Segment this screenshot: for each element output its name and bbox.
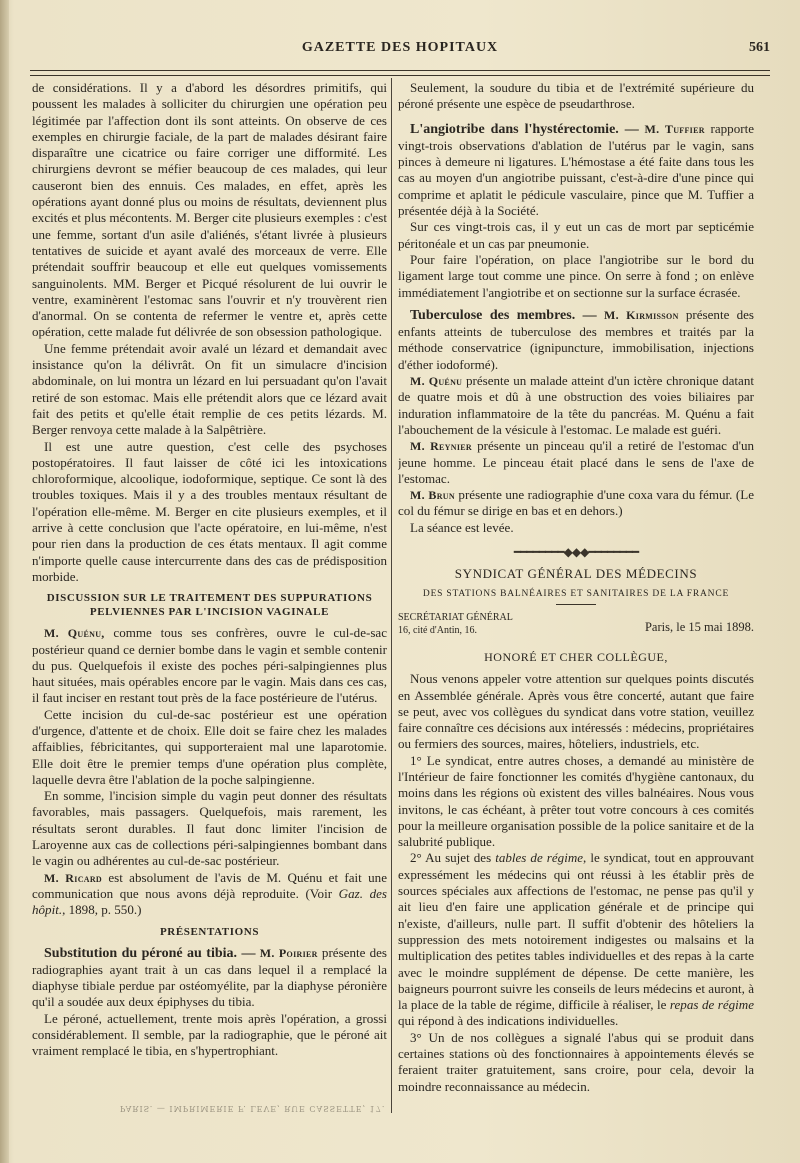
paragraph-text: présente un pinceau qu'il a retiré de l'estomac d'un jeune homme. Le pinceau était placé dans le sens de l'axe de l'estomac. (398, 438, 754, 486)
page-number: 561 (749, 40, 770, 55)
secretariat-address (398, 611, 513, 637)
paragraph (398, 307, 754, 373)
paragraph (398, 373, 754, 438)
speaker-name: M. Quénu (410, 374, 463, 389)
paragraph-text: qui répond à des indications individuelles. (398, 1013, 619, 1029)
paragraph-text: , 1898, p. 550.) (62, 902, 142, 918)
paragraph: Le péroné, actuellement, trente mois après l'opération, a grossi considérablement. Il semble, par la radiographie, que le péroné ait vraiment remplacé le tibia, en s'hypertrophiant. (32, 1010, 387, 1059)
speaker-name: M. Brun (410, 488, 455, 503)
paragraph: Il est une autre question, c'est celle des psychoses postopératoires. Il faut laisser de côté ici les intoxications chloroformique, alcoolique, iodoformique, septique. Ce sont là des troubles toxiques. Mais il y a des troubles mentaux résultant de l'opération elle-même. M. Berger en cite plusieurs exemples, et il arrive à cette conclusion que l'acte opératoire, en lui-même, n'est pour rien dans la production de ces états mentaux. Il agit comme n'importe quelle cause intercurrente dans des cas de prédisposition morbide. (32, 438, 387, 584)
paragraph: Une femme prétendait avoir avalé un lézard et demandait avec insistance qu'on la délivrât. On fit un simulacre d'incision abdominale, on lui montra un lézard en lui persuadant qu'on l'avait retiré de son estomac. Mais elle prétendit alors que ce lézard avait fait des petits et qu'elle était remplie de ces petits lézards. M. Berger renvoya cette malade à la Salpêtrière. (32, 340, 387, 438)
syndicate-title: SYNDICAT GÉNÉRAL DES MÉDECINS (454, 566, 698, 582)
syndicate-subtitle: DES STATIONS BALNÉAIRES ET SANITAIRES DE LA FRANCE (422, 588, 730, 599)
subheading: L'angiotribe dans l'hystérectomie. — (410, 121, 639, 137)
printer-footer: PARIS. — IMPRIMERIE F. LEVÉ, RUE CASSETTE, 17. (120, 1104, 386, 1113)
page-binding-edge (0, 0, 9, 1163)
journal-title: GAZETTE DES HOPITAUX (301, 40, 499, 55)
right-column (398, 80, 754, 1112)
paragraph-text: , le syndicat, tout en approuvant expressément les médecins qui ont réussi à les établir près de sources spéciales aux affections de l'estomac, ne pense pas qu'il y ait lieu d'en faire une application générale et de principe qui n'existe, d'ailleurs, nulle part. Il suffit d'obtenir des hôteliers la suppression des mets notoirement indigestes ou malsains et la multiplication des petites tables individuelles et des repas à la carte avec le moindre supplément de dépense. De cette manière, les baigneurs pourront suivre les conseils de leurs médecins et auront, à la place de la table de régime, difficile à réaliser, le (398, 850, 754, 1013)
paragraph-text: comme tous ses confrères, ouvre le cul-de-sac postérieur quand ce dernier bombe dans le vagin et semble contenir du pus. Quelquefois il existe des poches péri-salpingiennes plus haut situées, mais opérables encore par le vagin. Mais dans ces cas, il faut inciser en restant tout près de la face postérieure de l'utérus. (32, 625, 387, 706)
paragraph (398, 850, 754, 1029)
subheading: Substitution du péroné au tibia. — (44, 945, 256, 961)
speaker-name: M. Kirmisson (596, 307, 679, 322)
citation: Gaz. des hôpit. (32, 885, 387, 918)
paragraph-text: 2° Au sujet des (410, 850, 496, 866)
paragraph: de considérations. Il y a d'abord les désordres primitifs, qui poussent les malades à solliciter du chirurgien une opération peu légitimée par l'affection dont ils sont atteints. On observe de ces exemples en chirurgie faciale, de la part de malades désirant faire disparaître une cicatrice ou faire corriger une difformité. Les chirurgiens devront se méfier beaucoup de ces malades, qui leur causeront bien des ennuis. Ces malades, en effet, après les opérations ayant donné plus ou moins de résultats, deviennent plus excités et plus mécontents. M. Berger cite plusieurs exemples : c'est une femme, sortant d'un asile d'aliénés, s'étant livrée à plusieurs tentatives de suicide et ayant avalé des morceaux de verre. Elle prétendait souffrir beaucoup et elle eut quelques vomissements sanguinolents. MM. Berger et Picqué résolurent de lui ouvrir le ventre, examinèrent l'estomac sans l'ouvrir et n'y trouvèrent rien d'anormal. On se contenta de refermer le ventre et, après cette opération, cette malade fut délivrée de son obsession pathologique. (32, 80, 387, 340)
page-header (30, 40, 770, 66)
paragraph (32, 945, 387, 1011)
paragraph (32, 625, 387, 706)
paragraph (398, 438, 754, 487)
paragraph-text: est absolument de l'avis de M. Quénu et fait une communication que nous avons déjà reproduite. (Voir (32, 869, 387, 901)
secretariat-label: SECRÉTARIAT GÉNÉRAL (398, 611, 513, 623)
left-column (32, 80, 387, 1112)
letter-heading (398, 611, 754, 645)
subheading: Tuberculose des membres. — (410, 307, 597, 323)
paragraph: Seulement, la soudure du tibia et de l'extrémité supérieure du péroné présente une espèce de pseudarthrose. (398, 80, 754, 112)
secretariat-street: 16, cité d'Antin, 16. (398, 624, 478, 636)
paragraph: La séance est levée. (410, 519, 514, 535)
small-rule (556, 604, 596, 605)
speaker-name: M. Reynier (410, 439, 472, 454)
speaker-name: M. Tuffier (638, 121, 705, 136)
italic-term: tables de régime (495, 850, 584, 866)
paragraph: Cette incision du cul-de-sac postérieur est une opération d'urgence, d'attente et de choix. Elle doit se faire chez les malades affaiblies, fébricitantes, qui supporteraient mal une laparotomie. Elle doit être le premier temps d'une opération plus complète, laquelle devra être l'ablation de la poche salpingienne. (32, 706, 387, 787)
paragraph-text: présente une radiographie d'une coxa vara du fémur. (Le col du fémur se dirige en bas et en dehors.) (398, 487, 754, 519)
paragraph-text: présente un malade atteint d'un ictère chronique datant de quatre mois et dû à une obstruction des voies biliaires par induration inflammatoire de la tête du pancréas. M. Quénu a fait l'abouchement de la vésicule à l'estomac. Le malade est guéri. (398, 373, 754, 437)
italic-term: repas de régime (669, 997, 754, 1013)
paragraph-text: présente des enfants atteints de tuberculose des membres et traités par la méthode conservatrice (ignipuncture, immobilisation, injections d'éther iodoformé). (398, 306, 754, 372)
section-heading-presentations: PRÉSENTATIONS (159, 925, 260, 938)
paragraph (398, 121, 754, 220)
header-rule-top (30, 70, 770, 71)
header-rule-bottom (30, 75, 770, 76)
column-divider (391, 78, 392, 1113)
paragraph: Pour faire l'opération, on place l'angiotribe sur le bord du ligament large tout comme une pince. On serre à fond ; on enlève immédiatement l'angiotribe et on sectionne sur la surface écrasée. (398, 251, 754, 300)
paragraph: 3° Un de nos collègues a signalé l'abus qui se produit dans certaines stations où des fonctionnaires à appointements élevés se feraient traiter gratuitement, sans croire, pour cela, devoir la moindre reconnaissance au médecin. (398, 1029, 754, 1094)
speaker-name: M. Quénu, (44, 626, 105, 641)
paragraph-text: présente des radiographies ayant trait à un cas dans lequel il a remplacé la diaphyse tibiale perdue par ostéomyélite, par la diaphyse péronière qu'il a soudée aux deux épiphyses du tibia. (32, 944, 387, 1010)
ornament-divider: ━━━━━━━━◆◆◆━━━━━━━━ (513, 545, 639, 560)
section-heading-suppurations: DISCUSSION SUR LE TRAITEMENT DES SUPPURATIONS PELVIENNES PAR L'INCISION VAGINALE (46, 592, 373, 619)
letter-salutation: HONORÉ ET CHER COLLÈGUE, (484, 649, 668, 664)
paragraph (32, 870, 387, 919)
paragraph: Nous venons appeler votre attention sur quelques points discutés en Assemblée générale. Après vous être concerté, autant que faire se peut, avec vos collègues du syndicat dans votre station, veuillez faire connaître ces décisions aux intéressés : médecins, propriétaires ou fermiers des sources, maires, hôteliers, industriels, etc. (398, 671, 754, 752)
speaker-name: M. Ricard (44, 870, 102, 885)
paragraph (398, 487, 754, 520)
paragraph-text: rapporte vingt-trois observations d'ablation de l'utérus par le vagin, sans pinces à demeure ni ligatures. L'hémostase a été faite dans tous les cas au moyen d'un angiotribe puissant, c'est-à-dire d'une pince qui comprime et aplatit le pédicule vasculaire, pince que M. Tuffier a présentée déjà à la Société. (398, 120, 754, 219)
speaker-name: M. Poirier (255, 945, 318, 960)
paragraph: En somme, l'incision simple du vagin peut donner des résultats favorables, mais passagers. Quelquefois, mais rarement, les résultats seront durables. Il faut donc limiter l'incision de Laroyenne aux cas de collections péri-salpingiennes bombant dans le vagin ou adhérentes au cul-de-sac postérieur. (32, 788, 387, 869)
letter-date: Paris, le 15 mai 1898. (644, 619, 754, 634)
paragraph: 1° Le syndicat, entre autres choses, a demandé au ministère de l'Intérieur de faire fonctionner les comités d'hygiène cantonaux, du moins dans les régions où existent des villes balnéaires. Nous vous invitons, le cas échéant, à prêter tout votre concours à ces comités pour la meilleure organisation possible de la police sanitaire et de la salubrité publique. (398, 752, 754, 850)
paragraph: Sur ces vingt-trois cas, il y eut un cas de mort par septicémie péritonéale et un cas par pneumonie. (398, 219, 754, 251)
